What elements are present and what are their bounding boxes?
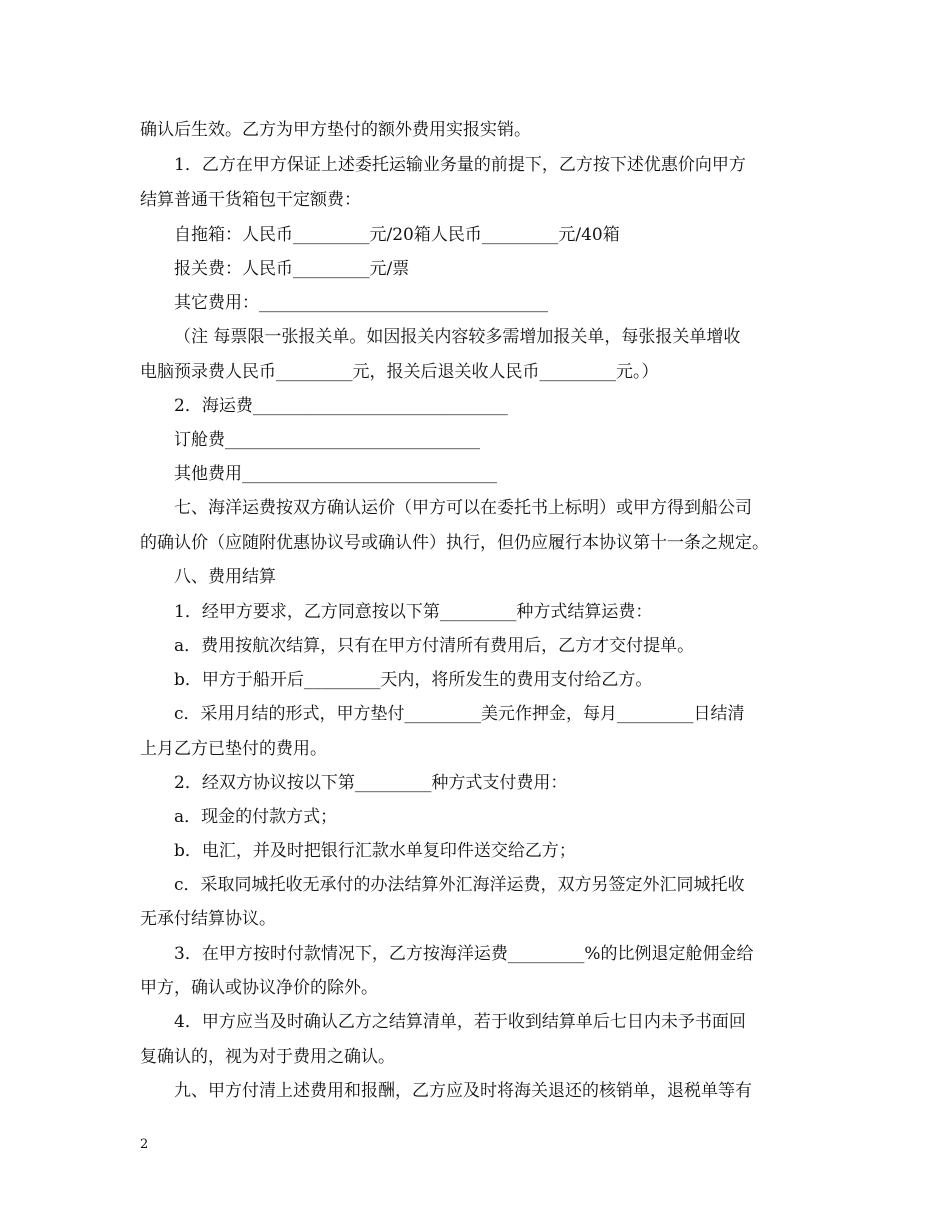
text-line: b．电汇，并及时把银行汇款水单复印件送交给乙方； (174, 841, 576, 861)
text-line: 七、海洋运费按双方确认运价（甲方可以在委托书上标明）或甲方得到船公司 (174, 498, 752, 518)
text-line: a．费用按航次结算，只有在甲方付清所有费用后，乙方才交付提单。 (174, 636, 695, 656)
text-line: 确认后生效。乙方为甲方垫付的额外费用实报实销。 (140, 120, 531, 140)
text-line: 2．经双方协议按以下第_________种方式支付费用： (174, 773, 568, 793)
text-line: 复确认的，视为对于费用之确认。 (140, 1047, 395, 1067)
text-line: c．采用月结的形式，甲方垫付_________美元作押金，每月_________日结清 (174, 704, 745, 724)
text-line: c．采取同城托收无承付的办法结算外汇海洋运费，双方另签定外汇同城托收 (174, 875, 745, 895)
text-line: 1．乙方在甲方保证上述委托运输业务量的前提下，乙方按下述优惠价向甲方 (174, 155, 746, 175)
text-line: 自拖箱：人民币_________元/20箱人民币_________元/40箱 (174, 225, 620, 245)
text-line: 甲方，确认或协议净价的除外。 (140, 978, 378, 998)
text-line: （注 每票限一张报关单。如因报关内容较多需增加报关单，每张报关单增收 (174, 327, 741, 347)
page-number: 2 (140, 1137, 149, 1152)
text-line: 4．甲方应当及时确认乙方之结算清单，若于收到结算单后七日内未予书面回 (174, 1012, 746, 1032)
text-line: 的确认价（应随附优惠协议号或确认件）执行，但仍应履行本协议第十一条之规定。 (140, 533, 769, 553)
section-heading: 八、费用结算 (174, 567, 276, 587)
text-line: 2．海运费______________________________ (174, 396, 508, 416)
text-line: 报关费：人民币_________元/票 (174, 259, 410, 279)
text-line: 九、甲方付清上述费用和报酬，乙方应及时将海关退还的核销单，退税单等有 (174, 1081, 752, 1101)
text-line: 其它费用：__________________________________ (174, 293, 548, 313)
text-line: 其他费用______________________________ (174, 464, 497, 484)
text-line: a．现金的付款方式； (174, 807, 338, 827)
text-line: 1．经甲方要求，乙方同意按以下第_________种方式结算运费： (174, 602, 653, 622)
text-line: 上月乙方已垫付的费用。 (140, 739, 327, 759)
text-line: 结算普通干货箱包干定额费： (140, 190, 361, 210)
text-line: 无承付结算协议。 (140, 909, 276, 929)
text-line: 3．在甲方按时付款情况下，乙方按海洋运费_________%的比例退定舱佣金给 (174, 944, 754, 964)
text-line: 订舱费______________________________ (174, 430, 480, 450)
text-line: 电脑预录费人民币_________元，报关后退关收人民币_________元。） (140, 362, 659, 382)
text-line: b．甲方于船开后_________天内，将所发生的费用支付给乙方。 (174, 670, 653, 690)
